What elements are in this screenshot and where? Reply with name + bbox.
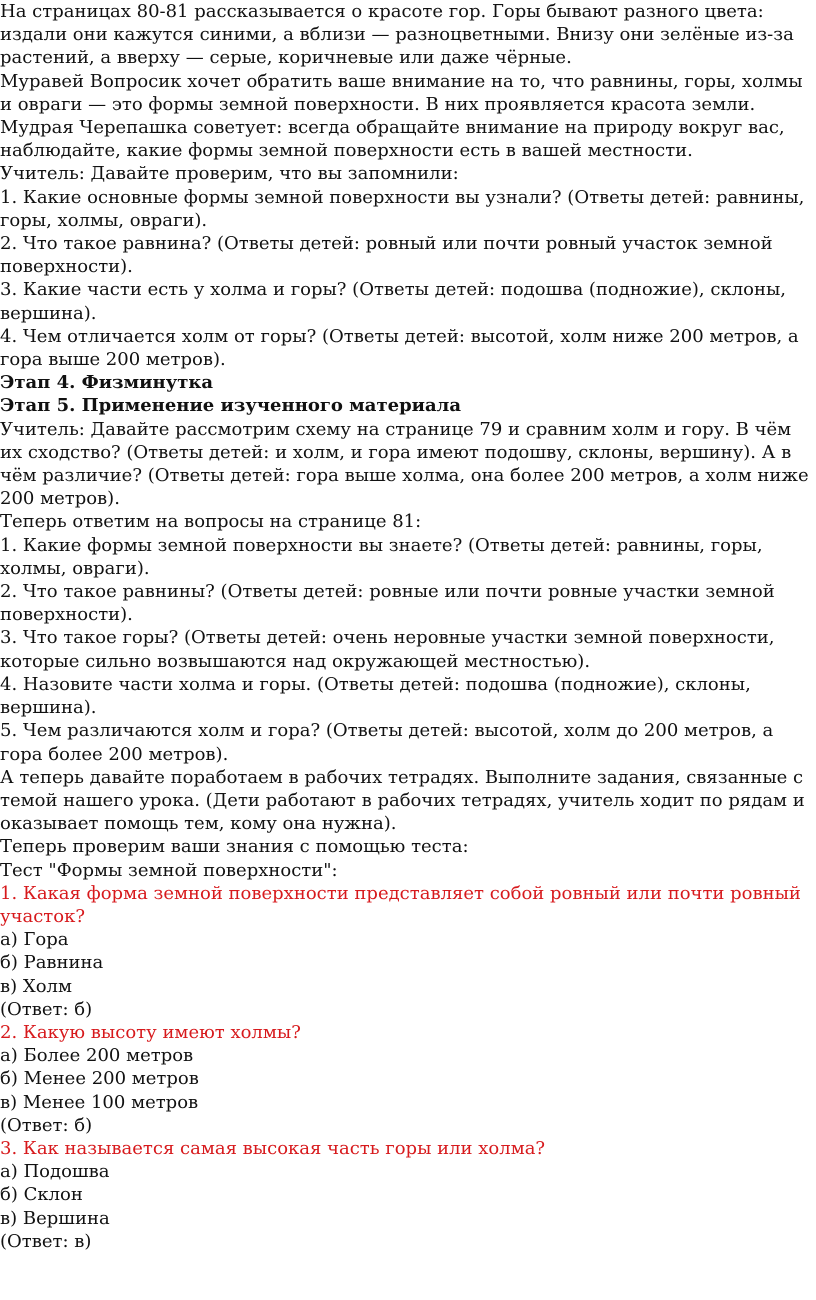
teacher-check-prompt: Учитель: Давайте проверим, что вы запомнили:: [0, 163, 459, 185]
page-81-question-2: 2. Что такое равнины? (Ответы детей: ровные или почти ровные участки земной поверхности).: [0, 581, 775, 626]
test-q1-option-a: а) Гора: [0, 929, 69, 951]
test-q3-answer: (Ответ: в): [0, 1230, 92, 1252]
test-q3-option-a: а) Подошва: [0, 1161, 110, 1183]
review-question-2: 2. Что такое равнина? (Ответы детей: ровный или почти ровный участок земной поверхности).: [0, 233, 773, 278]
test-q1-option-b: б) Равнина: [0, 952, 104, 974]
test-question-2: 2. Какую высоту имеют холмы?: [0, 1021, 301, 1043]
scheme-comparison-paragraph: Учитель: Давайте рассмотрим схему на странице 79 и сравним холм и гору. В чём их сходство? (Ответы детей: и холм, и гора имеют подошву, склоны, вершину). А в чём различие? (Ответы детей: гора выше холма, она более 200 метров, а холм ниже 200 метров).: [0, 418, 809, 510]
page-81-question-5: 5. Чем различаются холм и гора? (Ответы детей: высотой, холм до 200 метров, а гора более 200 метров).: [0, 720, 774, 765]
test-q3-option-c: в) Вершина: [0, 1207, 110, 1229]
test-question-1: 1. Какая форма земной поверхности представляет собой ровный или почти ровный участок?: [0, 882, 801, 927]
test-q2-option-a: а) Более 200 метров: [0, 1045, 194, 1067]
page-81-prompt: Теперь ответим на вопросы на странице 81:: [0, 511, 422, 533]
intro-paragraph-mountains: На страницах 80-81 рассказывается о красоте гор. Горы бывают разного цвета: издали они кажутся синими, а вблизи — разноцветными. Внизу они зелёные из-за растений, а вверху — серые, коричневые или даже чёрные.: [0, 1, 794, 69]
test-q2-option-b: б) Менее 200 метров: [0, 1068, 199, 1090]
test-q1-answer: (Ответ: б): [0, 998, 93, 1020]
test-q1-option-c: в) Холм: [0, 975, 72, 997]
test-q2-option-c: в) Менее 100 метров: [0, 1091, 199, 1113]
stage-5-heading: Этап 5. Применение изученного материала: [0, 395, 462, 417]
workbook-paragraph: А теперь давайте поработаем в рабочих тетрадях. Выполните задания, связанные с темой нашего урока. (Дети работают в рабочих тетрадях, учитель ходит по рядам и оказывает помощь тем, кому она нужна).: [0, 766, 805, 835]
review-question-3: 3. Какие части есть у холма и горы? (Ответы детей: подошва (подножие), склоны, вершина).: [0, 279, 787, 324]
page-81-question-4: 4. Назовите части холма и горы. (Ответы детей: подошва (подножие), склоны, вершина).: [0, 673, 751, 719]
test-q2-answer: (Ответ: б): [0, 1114, 93, 1136]
test-question-3: 3. Как называется самая высокая часть горы или холма?: [0, 1137, 546, 1159]
test-q3-option-b: б) Склон: [0, 1184, 83, 1206]
test-title: Тест "Формы земной поверхности":: [0, 859, 338, 881]
test-intro: Теперь проверим ваши знания с помощью теста:: [0, 836, 469, 858]
intro-paragraph-turtle: Мудрая Черепашка советует: всегда обращайте внимание на природу вокруг вас, наблюдайте, какие формы земной поверхности есть в вашей местности.: [0, 117, 785, 162]
intro-paragraph-ant: Муравей Вопросик хочет обратить ваше внимание на то, что равнины, горы, холмы и овраги — это формы земной поверхности. В них проявляется красота земли.: [0, 70, 803, 115]
stage-4-heading: Этап 4. Физминутка: [0, 372, 214, 394]
review-question-4: 4. Чем отличается холм от горы? (Ответы детей: высотой, холм ниже 200 метров, а гора выше 200 метров).: [0, 325, 799, 371]
page-81-question-1: 1. Какие формы земной поверхности вы знаете? (Ответы детей: равнины, горы, холмы, овраги).: [0, 534, 763, 579]
page-81-question-3: 3. Что такое горы? (Ответы детей: очень неровные участки земной поверхности, которые сильно возвышаются над окружающей местностью).: [0, 627, 775, 672]
review-question-1: 1. Какие основные формы земной поверхности вы узнали? (Ответы детей: равнины, горы, холмы, овраги).: [0, 186, 805, 231]
